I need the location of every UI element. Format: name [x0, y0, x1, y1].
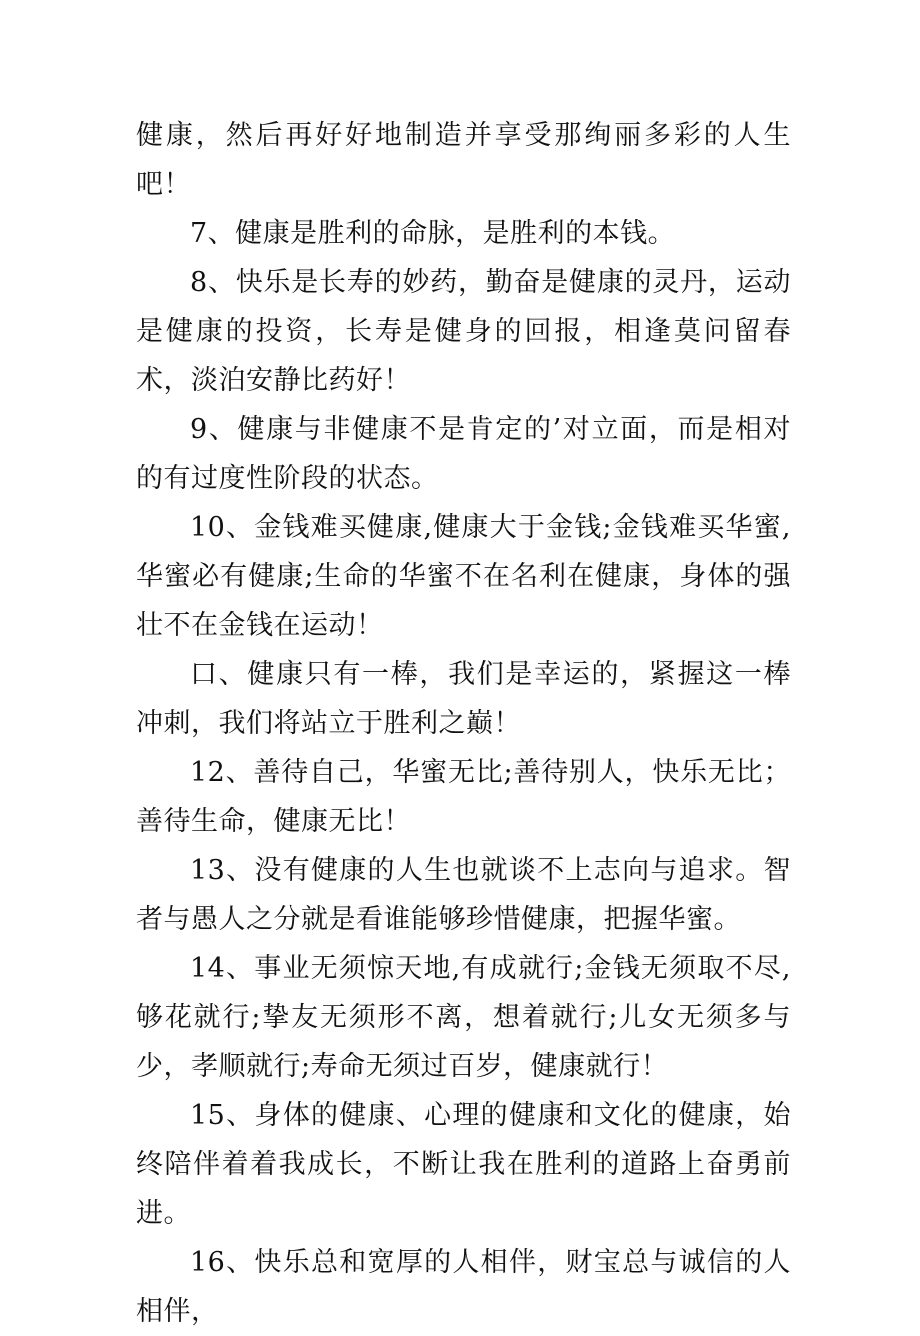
paragraph-item-16: 16、快乐总和宽厚的人相伴，财宝总与诚信的人相伴，: [136, 1247, 791, 1327]
paragraph-item-12: 12、善待自己，华蜜无比;善待别人，快乐无比；善待生命，健康无比！: [136, 757, 791, 837]
paragraph-continuation: 健康，然后再好好地制造并享受那绚丽多彩的人生吧！: [136, 120, 791, 200]
paragraph-item-9: 9、健康与非健康不是肯定的’对立面，而是相对的有过度性阶段的状态。: [136, 414, 791, 494]
paragraph-item-14: 14、事业无须惊天地,有成就行;金钱无须取不尽,够花就行;挚友无须形不离，想着就行;儿女无须多与少，孝顺就行;寿命无须过百岁，健康就行！: [136, 953, 791, 1082]
paragraph-item-15: 15、身体的健康、心理的健康和文化的健康，始终陪伴着着我成长，不断让我在胜利的道路上奋勇前进。: [136, 1100, 791, 1229]
paragraph-item-7: 7、健康是胜利的命脉，是胜利的本钱。: [190, 218, 676, 249]
paragraph-item-11: 口、健康只有一棒，我们是幸运的，紧握这一棒冲刺，我们将站立于胜利之巅！: [136, 659, 791, 739]
paragraph-item-13: 13、没有健康的人生也就谈不上志向与追求。智者与愚人之分就是看谁能够珍惜健康，把握华蜜。: [136, 855, 791, 935]
paragraph-item-8: 8、快乐是长寿的妙药，勤奋是健康的灵丹，运动是健康的投资，长寿是健身的回报，相逢莫问留春术，淡泊安静比药好！: [136, 267, 791, 396]
document-body: [136, 111, 791, 1336]
paragraph-item-10: 10、金钱难买健康,健康大于金钱;金钱难买华蜜,华蜜必有健康;生命的华蜜不在名利在健康，身体的强壮不在金钱在运动！: [136, 512, 791, 641]
